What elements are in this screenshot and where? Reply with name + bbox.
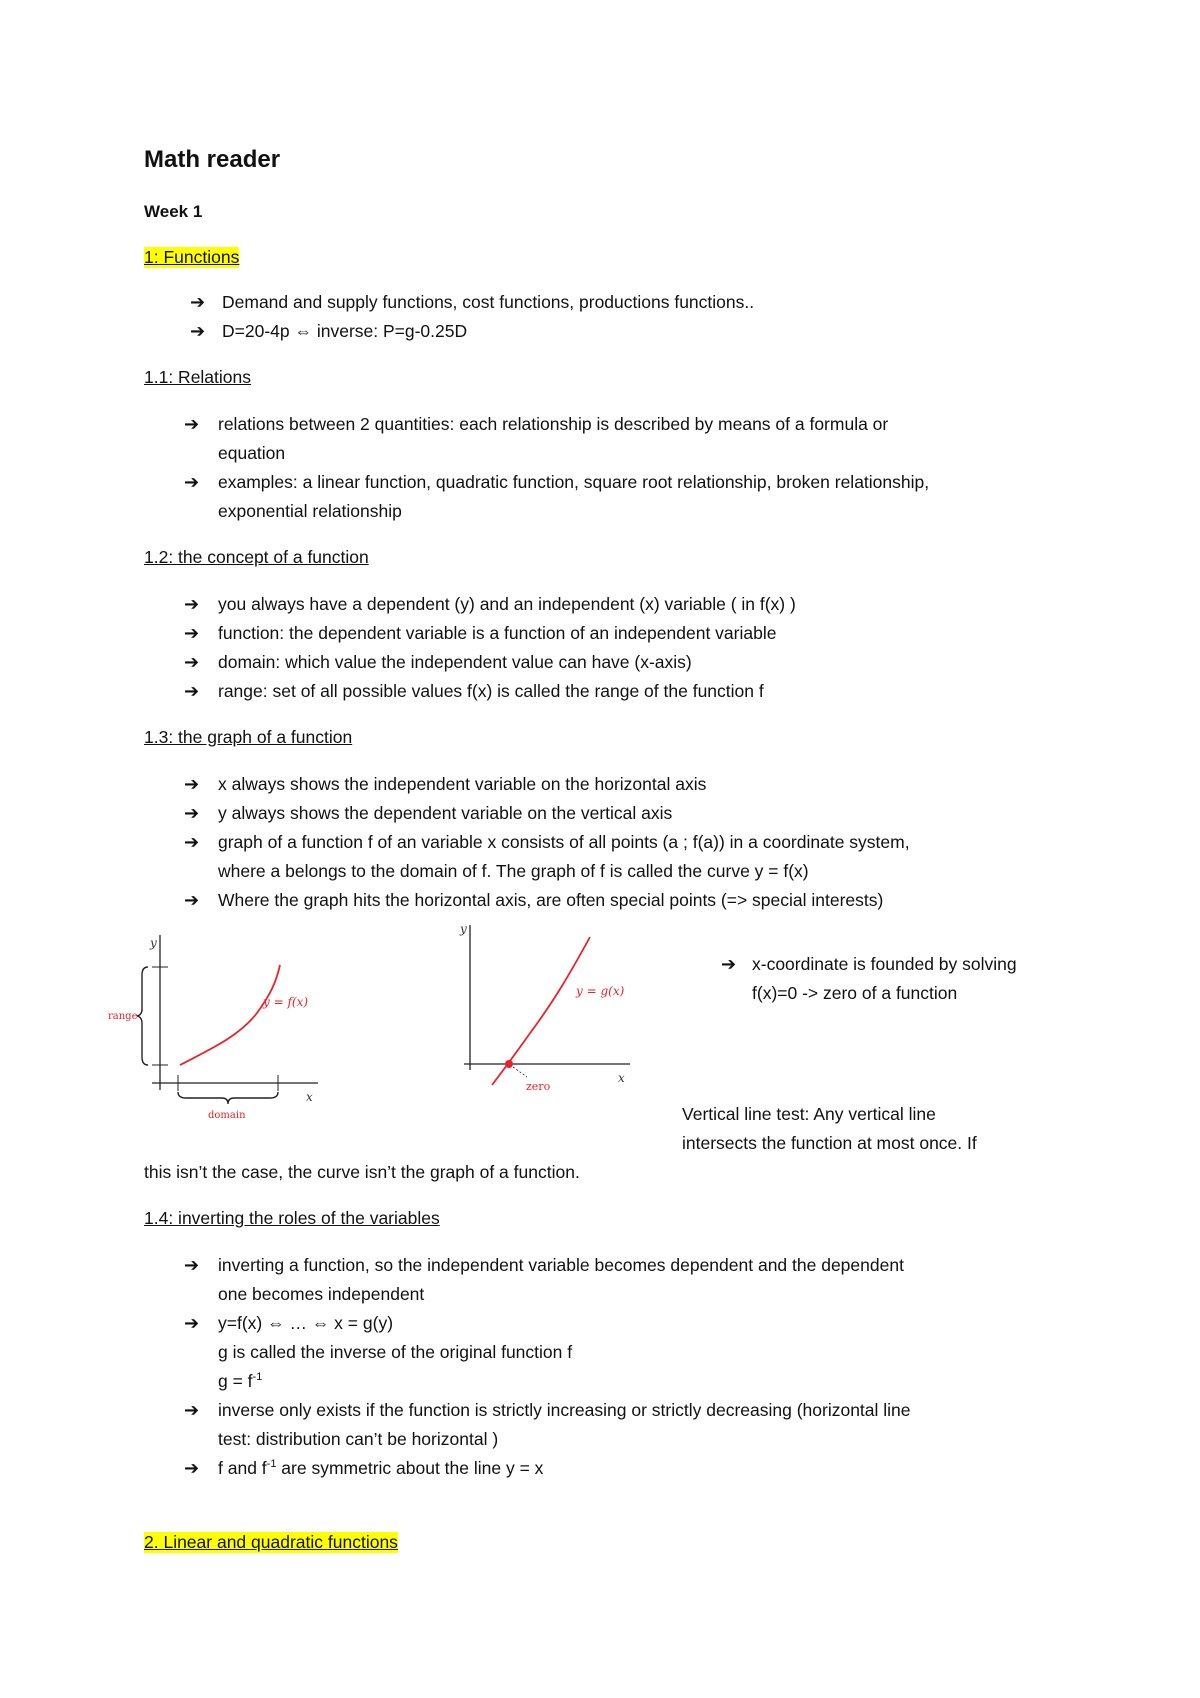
arrow-icon: ➔	[184, 472, 200, 492]
inverse-exponent: -1	[266, 1458, 277, 1471]
arrow-icon: ➔	[184, 652, 200, 672]
bullet-text: Demand and supply functions, cost functions, productions functions..	[222, 292, 755, 312]
bullet-text: x always shows the independent variable on the horizontal axis	[218, 774, 707, 794]
domain-brace	[178, 1092, 278, 1104]
section-heading-concept: 1.2: the concept of a function	[144, 547, 369, 567]
arrow-icon: ➔	[184, 803, 200, 823]
bullet-text: range: set of all possible values f(x) is called the range of the function f	[218, 681, 764, 701]
bullet-text: y=f(x) ⇔ … ⇔ x = g(y)	[218, 1313, 394, 1333]
arrow-icon: ➔	[184, 774, 200, 794]
bullet-text: graph of a function f of an variable x consists of all points (a ; f(a)) in a coordinate system,	[218, 832, 910, 852]
bullet-text-continued: g is called the inverse of the original function f	[218, 1342, 573, 1362]
arrow-icon: ➔	[184, 594, 200, 614]
arrow-icon: ➔	[190, 321, 206, 341]
bullet-text: relations between 2 quantities: each relationship is described by means of a formula or	[218, 414, 889, 434]
y-axis-label: y	[150, 936, 157, 950]
document-title: Math reader	[144, 146, 281, 173]
section-heading-graph: 1.3: the graph of a function	[144, 727, 353, 747]
arrow-icon: ➔	[190, 292, 206, 312]
arrow-icon: ➔	[184, 623, 200, 643]
side-bullet-text-continued: f(x)=0 -> zero of a function	[752, 983, 958, 1003]
section-heading-inverting: 1.4: inverting the roles of the variables	[144, 1208, 440, 1228]
section-heading-linear-quadratic: 2. Linear and quadratic functions	[144, 1532, 398, 1552]
bullet-text-part: f and f	[218, 1458, 267, 1478]
arrow-icon: ➔	[184, 1313, 200, 1333]
arrow-icon: ➔	[184, 681, 200, 701]
bullet-text: you always have a dependent (y) and an independent (x) variable ( in f(x) )	[218, 594, 796, 614]
zero-pointer	[513, 1067, 527, 1077]
bullet-text-continued: exponential relationship	[218, 501, 402, 521]
range-brace	[137, 967, 148, 1065]
curve-label: y = g(x)	[576, 984, 625, 998]
arrow-icon: ➔	[721, 954, 737, 974]
curve-label: y = f(x)	[263, 995, 309, 1009]
week-label: Week 1	[144, 202, 203, 221]
arrow-icon: ➔	[184, 1255, 200, 1275]
bullet-text-continued: where a belongs to the domain of f. The graph of f is called the curve y = f(x)	[218, 861, 809, 881]
range-label: range	[108, 1011, 138, 1022]
figure-range-domain	[100, 925, 340, 1125]
x-axis-label: x	[618, 1071, 625, 1085]
y-axis-label: y	[460, 922, 467, 936]
bullet-text: function: the dependent variable is a function of an independent variable	[218, 623, 777, 643]
bullet-text: D=20-4p ⇔ inverse: P=g-0.25D	[222, 321, 468, 341]
section-heading-functions: 1: Functions	[144, 247, 240, 267]
bullet-text-continued: equation	[218, 443, 286, 463]
arrow-icon: ➔	[184, 1400, 200, 1420]
inverse-notation-base: g = f	[218, 1371, 253, 1391]
bullet-text	[218, 1454, 543, 1483]
bullet-text: inverse only exists if the function is strictly increasing or strictly decreasing (horizontal line	[218, 1400, 911, 1420]
figure-zero	[440, 915, 640, 1095]
bullet-text-continued: one becomes independent	[218, 1284, 425, 1304]
x-axis-label: x	[306, 1090, 313, 1104]
arrow-icon: ➔	[184, 832, 200, 852]
side-bullet-text: x-coordinate is founded by solving	[752, 954, 1017, 974]
bullet-text: examples: a linear function, quadratic function, square root relationship, broken relationship,	[218, 472, 930, 492]
bullet-text: Where the graph hits the horizontal axis, are often special points (=> special interests)	[218, 890, 884, 910]
domain-label: domain	[208, 1110, 246, 1121]
bullet-text: inverting a function, so the independent variable becomes dependent and the dependent	[218, 1255, 904, 1275]
bullet-text: domain: which value the independent value can have (x-axis)	[218, 652, 692, 672]
vertical-line-test-text: this isn’t the case, the curve isn’t the graph of a function.	[144, 1162, 580, 1182]
arrow-icon: ➔	[184, 890, 200, 910]
zero-point	[505, 1060, 513, 1068]
bullet-text: y always shows the dependent variable on the vertical axis	[218, 803, 673, 823]
bullet-text-part: are symmetric about the line y = x	[276, 1458, 544, 1478]
arrow-icon: ➔	[184, 1458, 200, 1478]
inverse-notation	[218, 1367, 262, 1396]
vertical-line-test-text: Vertical line test: Any vertical line	[682, 1104, 936, 1124]
section-heading-relations: 1.1: Relations	[144, 367, 252, 387]
inverse-exponent: -1	[252, 1371, 263, 1384]
function-curve	[180, 965, 280, 1065]
bullet-text-continued: test: distribution can’t be horizontal )	[218, 1429, 499, 1449]
vertical-line-test-text: intersects the function at most once. If	[682, 1133, 977, 1153]
arrow-icon: ➔	[184, 414, 200, 434]
zero-label: zero	[526, 1080, 551, 1093]
